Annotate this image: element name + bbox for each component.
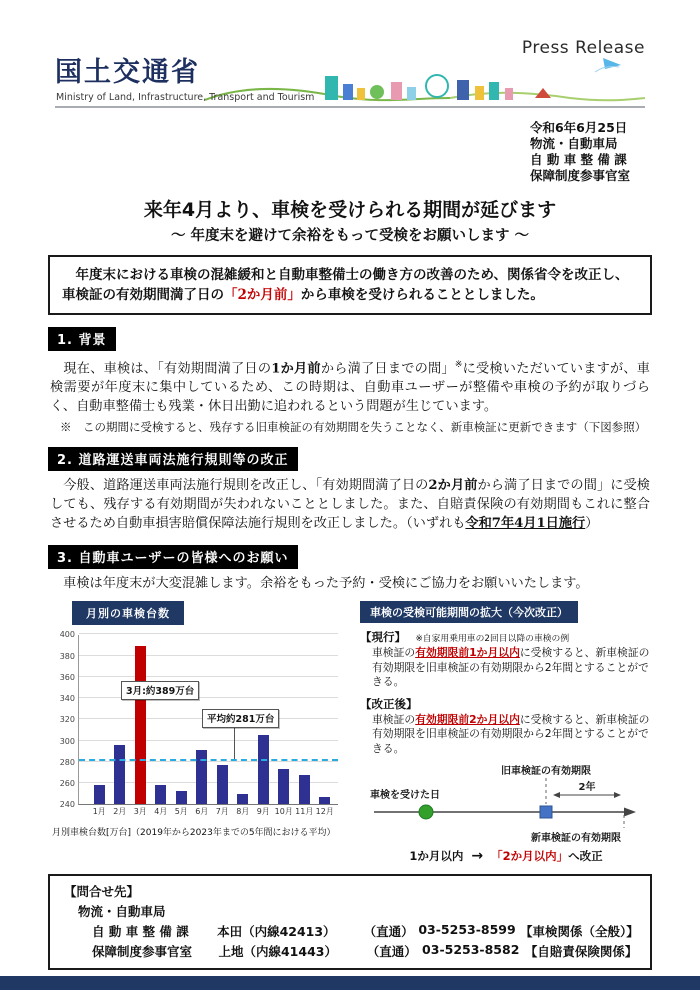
tree (370, 85, 384, 99)
contact-row (92, 942, 636, 960)
s2-emphasis: 2か月前 (428, 478, 478, 494)
timeline-caption (360, 848, 652, 864)
reform-panel-title: 車検の受検可能期間の拡大（今次改正） (360, 601, 578, 623)
contact-role: 自 動 車 整 備 課 (92, 924, 189, 940)
y-axis-label: 380 (59, 651, 75, 661)
ministry-name-english: Ministry of Land, Infrastructure, Transport and Tourism (56, 92, 315, 103)
annotation-march: 3月:約389万台 (121, 681, 199, 700)
current-text-2: に受検すると、新車検証の有効期限を旧車検証の有効期限から2年間とすることができる。 (372, 646, 650, 689)
chart-panel (48, 601, 360, 864)
s2-text-2: から満了日までの間」に受検しても、残存する有効期間が失われないこととしました。また、自賠責保険の有効期間もこれに整合させるため自動車損害賠償保障法施行規則を改正しました。（いずれも (50, 478, 650, 532)
release-date: 令和6年6月25日 (529, 120, 628, 135)
building (489, 82, 499, 100)
gridline (79, 740, 338, 741)
building (343, 84, 353, 100)
y-axis-label: 240 (59, 800, 75, 810)
summary-text-1: 年度末における車検の混雑緩和と自動車整備士の働き方の改善のため、関係省令を改正し、車検証の有効期間満了日の (62, 267, 629, 303)
page-title: 来年4月より、車検を受けられる期間が延びます (143, 199, 557, 221)
s1-text-2: から満了日までの間」 (320, 361, 455, 377)
x-axis-label: 5月 (174, 807, 188, 817)
revised-text-2: に受検すると、新車検証の有効期限を旧車検証の有効期限から2年間とすることができる。 (372, 712, 650, 755)
two-years-label: 2年 (578, 782, 596, 794)
footer-bar (0, 976, 700, 990)
ferris-wheel (426, 75, 448, 97)
section2-paragraph (50, 476, 650, 533)
revised-label: 【改正後】 (360, 696, 418, 711)
example-note: ※自家用乗用車の2回目以降の車検の例 (415, 634, 570, 645)
summary-emphasis: 「2か月前」 (224, 287, 301, 303)
contact-phone: 03-5253-8599 (418, 922, 516, 938)
gridline (79, 633, 338, 634)
contact-heading: 【問合せ先】 (64, 884, 140, 900)
section1-heading: 1. 背景 (48, 327, 116, 351)
s2-enforcement-date: 令和7年4月1日施行 (465, 516, 586, 532)
x-axis-label: 11月 (295, 807, 314, 817)
gridline (79, 697, 338, 698)
old-expiry-label: 旧車検証の有効期限 (501, 766, 591, 778)
building (407, 87, 416, 100)
plane-trail (595, 67, 619, 72)
building (475, 86, 484, 100)
x-axis-label: 2月 (113, 807, 127, 817)
s2-text-1: 今般、道路運送車両法施行規則を改正し、「有効期間満了日の (50, 478, 429, 494)
x-axis-label: 4月 (154, 807, 168, 817)
current-label: 【現行】 (360, 630, 406, 645)
x-axis-label: 1月 (92, 807, 106, 817)
bar-11月 (299, 775, 310, 805)
extent-arrow-right (614, 792, 621, 798)
contact-org: 物流・自動車局 (78, 904, 166, 920)
s1-text-1: 現在、車検は、「有効期間満了日の (50, 361, 272, 377)
annotation-average: 平均約281万台 (202, 709, 279, 728)
document-info (0, 120, 630, 184)
contact-category: 【車検関係（全般）】 (519, 924, 639, 940)
x-axis-label: 3月 (133, 807, 147, 817)
bar-3月 (135, 646, 146, 804)
contact-person: 上地（内線41443） (218, 944, 337, 960)
house-roof (535, 88, 551, 98)
x-axis-label: 10月 (274, 807, 293, 817)
revised-text-1: 車検証の (372, 712, 416, 726)
y-axis-label: 400 (59, 630, 75, 640)
y-axis-label: 360 (59, 672, 75, 682)
average-line (79, 759, 338, 761)
building (457, 80, 469, 100)
press-release-label: Press Release (521, 38, 645, 58)
section1-footnote: ※ この期間に受検すると、残存する旧車検証の有効期間を失うことなく、新車検証に更新できます（下図参照） (60, 420, 647, 435)
bar-8月 (237, 794, 248, 805)
old-expiry-marker (540, 806, 552, 818)
s1-footnote-mark: ※ (454, 360, 463, 370)
page-subtitle: ～ 年度末を避けて余裕をもって受検をお願いします ～ (170, 228, 530, 244)
summary-box (48, 255, 652, 315)
department-logistics-bureau: 物流・自動車局 (529, 136, 618, 151)
section1-paragraph (50, 356, 650, 416)
caption-after: へ改正 (568, 849, 603, 864)
y-axis-label: 340 (59, 694, 75, 704)
building (357, 88, 365, 100)
caption-emphasis: 「2か月以内」 (491, 849, 569, 864)
caption-before: 1か月以内 (409, 849, 464, 864)
inspection-day-label: 車検を受けた日 (370, 790, 440, 802)
contact-category: 【自賠責保険関係】 (524, 944, 638, 960)
inspection-day-marker (419, 805, 433, 819)
contact-box (48, 874, 652, 970)
annotation-average-leader (234, 727, 235, 760)
contact-role: 保障制度参事官室 (92, 944, 193, 960)
s1-text-3: に受検いただいていますが、車検需要が年度末に集中しているため、この時期は、自動車ユーザーが整備や車検の予約が取りづらく、自動車整備士も残業・休日出勤に追われるという問題が生じています。 (50, 361, 650, 415)
building (391, 82, 402, 100)
x-axis-label: 9月 (256, 807, 270, 817)
section3-heading: 3. 自動車ユーザーの皆様へのお願い (48, 545, 298, 569)
header (55, 38, 645, 108)
y-axis-label: 280 (59, 757, 75, 767)
y-axis-label: 260 (59, 779, 75, 789)
bar-7月 (217, 765, 228, 804)
new-expiry-label: 新車検証の有効期限 (531, 833, 621, 845)
contact-direct-label: （直通） (363, 924, 414, 940)
mlit-logo: 国土交通省 (55, 57, 200, 88)
extent-arrow-left (553, 792, 560, 798)
section3-paragraph: 車検は年度末が大変混雑します。余裕をもった予約・受検にご協力をお願いいたします。 (50, 576, 589, 592)
y-axis-label: 300 (59, 736, 75, 746)
timeline-diagram (360, 762, 652, 846)
chart-title: 月別の車検台数 (72, 601, 184, 625)
reform-panel (360, 601, 652, 864)
x-axis-label: 8月 (236, 807, 250, 817)
bar-1月 (94, 785, 105, 804)
bar-2月 (114, 745, 125, 805)
revised-rule-text (372, 713, 652, 757)
bar-5月 (176, 791, 187, 805)
timeline-arrowhead (624, 808, 636, 817)
chart-plot (59, 630, 338, 817)
gridline (79, 655, 338, 656)
contact-direct-label: （直通） (366, 944, 417, 960)
revised-emphasis: 有効期限前2か月以内 (415, 712, 520, 726)
current-rule-text (372, 646, 652, 690)
x-axis-label: 6月 (195, 807, 209, 817)
current-text-1: 車検証の (372, 646, 416, 660)
y-axis-label: 320 (59, 715, 75, 725)
section2-heading: 2. 道路運送車両法施行規則等の改正 (48, 447, 298, 471)
contact-person: 本田（内線42413） (217, 924, 336, 940)
s1-emphasis: 1か月前 (271, 361, 321, 377)
department-inspection-division: 自 動 車 整 備 課 (529, 152, 627, 167)
right-arrow-icon: → (471, 848, 484, 865)
department-guarantee-office: 保障制度参事官室 (529, 168, 630, 183)
s2-text-3: ） (585, 516, 599, 532)
current-emphasis: 有効期限前1か月以内 (415, 646, 520, 660)
x-axis-label: 7月 (215, 807, 229, 817)
contact-row (92, 922, 639, 940)
x-axis-label: 12月 (315, 807, 334, 817)
current-rule-label-row (360, 629, 652, 645)
contact-phone: 03-5253-8582 (422, 942, 520, 958)
bar-4月 (155, 785, 166, 804)
bar-10月 (278, 769, 289, 804)
building (325, 76, 338, 100)
doc-info-block (530, 120, 630, 184)
bar-9月 (258, 735, 269, 804)
building (505, 88, 513, 100)
bar-12月 (319, 797, 330, 804)
summary-text-2: から車検を受けられることとしました。 (300, 287, 544, 303)
figure-section (48, 601, 652, 864)
chart-caption: 月別車検台数[万台]（2019年から2023年までの5年間における平均） (52, 828, 336, 839)
gridline (79, 676, 338, 677)
revised-rule-label-row (360, 696, 652, 712)
